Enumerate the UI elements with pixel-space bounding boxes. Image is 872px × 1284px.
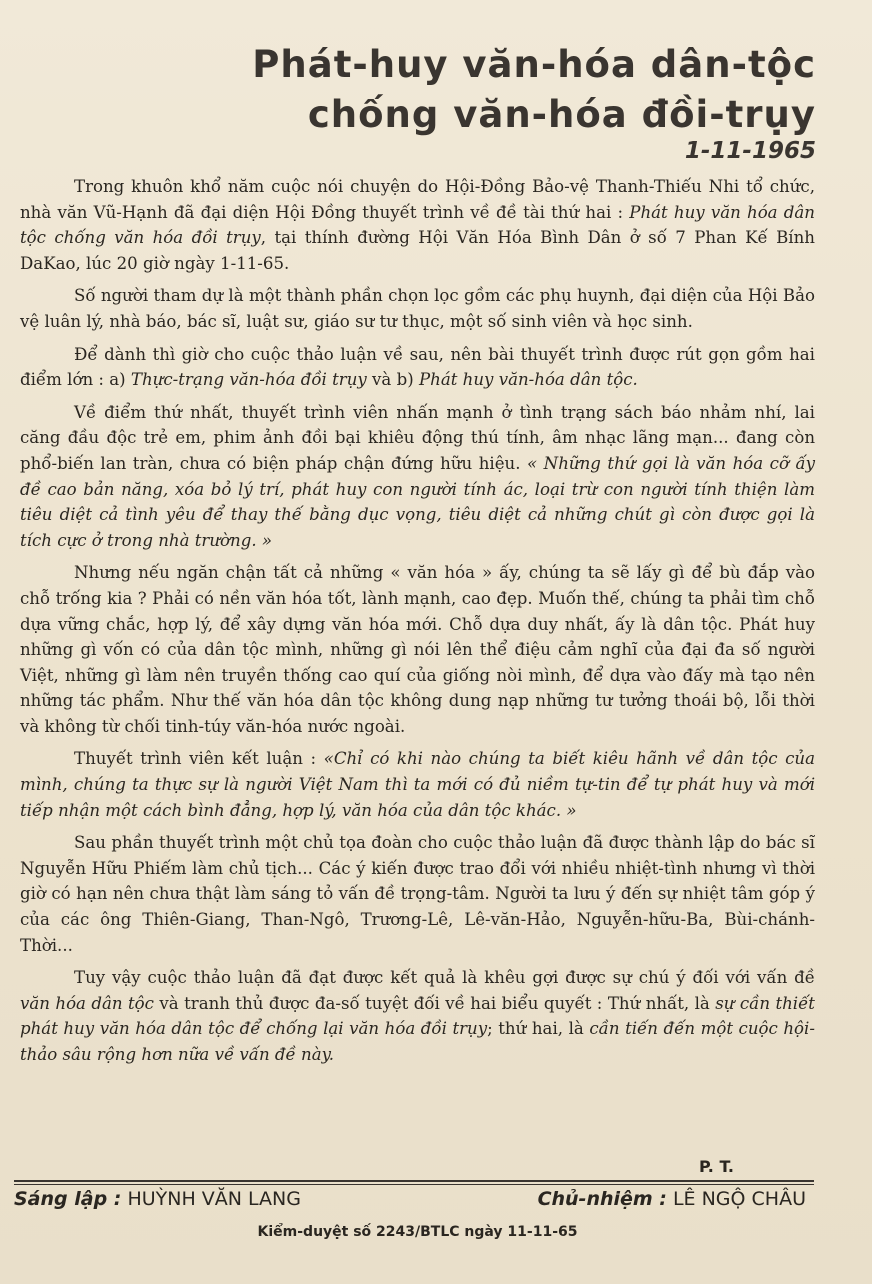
signature: P. T. bbox=[699, 1157, 734, 1176]
text: Để dành thì giờ cho cuộc thảo luận về sau, nên bài thuyết trình được rút gọn gồm hai điểm lớn : a) bbox=[20, 344, 815, 390]
italic-quote: « Những thứ gọi là văn hóa cỡ ấy đề cao bản năng, xóa bỏ lý trí, phát huy con người tính ác, loại trừ con người tính thiện làm tiêu diệt cả tình yêu để thay thế bằng dục vọng, tiêu diệt cả những chút gì còn được gọi là tích cực ở trong nhà trường. » bbox=[20, 453, 815, 550]
italic-quote: «Chỉ có khi nào chúng ta biết kiêu hãnh về dân tộc của mình, chúng ta thực sự là người Việt Nam thì ta mới có đủ niềm tự-tin để tự phát huy và mới tiếp nhận một cách bình đẳng, hợp lý, văn hóa của dân tộc khác. » bbox=[20, 749, 815, 820]
italic-text: văn hóa dân tộc bbox=[20, 993, 154, 1013]
title-line-1: Phát-huy văn-hóa dân-tộc bbox=[252, 43, 816, 86]
italic-text: Phát huy văn-hóa dân tộc. bbox=[418, 370, 638, 390]
article-date: 1-11-1965 bbox=[684, 138, 816, 164]
paragraph-6 bbox=[20, 746, 815, 823]
censorship-note: Kiểm-duyệt số 2243/BTLC ngày 11-11-65 bbox=[257, 1224, 578, 1240]
text: và tranh thủ được đa-số tuyệt đối về hai biểu quyết : Thứ nhất, là bbox=[153, 993, 716, 1013]
paragraph-2: Số người tham dự là một thành phần chọn lọc gồm các phụ huynh, đại diện của Hội Bảo vệ luân lý, nhà báo, bác sĩ, luật sư, giáo sư tư thục, một số sinh viên và học sinh. bbox=[20, 286, 815, 331]
text: Tuy vậy cuộc thảo luận đã đạt được kết quả là khêu gợi được sự chú ý đối với vấn đề bbox=[74, 968, 815, 988]
italic-text: cần tiến đến một cuộc hội-thảo sâu rộng hơn nữa về vấn đề này. bbox=[20, 1019, 815, 1064]
article-body bbox=[20, 174, 815, 1075]
founder-label: Sáng lập : bbox=[14, 1188, 122, 1210]
paragraph-3 bbox=[20, 342, 815, 393]
text: , tại thính đường Hội Văn Hóa Bình Dân ở số 7 Phan Kế Bính DaKao, lúc 20 giờ ngày 1-11-65. bbox=[20, 228, 815, 273]
text: và b) bbox=[366, 370, 419, 390]
article-title bbox=[252, 40, 816, 140]
paragraph-5: Nhưng nếu ngăn chận tất cả những « văn hóa » ấy, chúng ta sẽ lấy gì để bù đắp vào chỗ trống kia ? Phải có nền văn hóa tốt, lành mạnh, cao đẹp. Muốn thế, chúng ta phải tìm chỗ dựa vững chắc, hợp lý, để xây dựng văn hóa mới. Chỗ dựa duy nhất, ấy là dân tộc. Phát huy những gì vốn có của dân tộc mình, những gì nói lên thể điệu cảm nghĩ của đại đa số người Việt, những gì làm nên truyền thống cao quí của giống nòi mình, để dựa vào đấy mà tạo nên những tác phẩm. Như thế văn hóa dân tộc không dung nạp những tư tưởng thoái bộ, lỗi thời và không từ chối tinh-túy văn-hóa nước ngoài. bbox=[20, 563, 815, 736]
founder-credit bbox=[14, 1188, 301, 1210]
paragraph-1 bbox=[20, 174, 815, 276]
italic-text: Thực-trạng văn-hóa đồi trụy bbox=[130, 370, 367, 390]
footer-divider-thin bbox=[14, 1184, 814, 1185]
text: Trong khuôn khổ năm cuộc nói chuyện do Hội-Đồng Bảo-vệ Thanh-Thiếu Nhi tổ chức, nhà văn Vũ-Hạnh đã đại diện Hội Đồng thuyết trình về đề tài thứ hai : bbox=[20, 177, 815, 222]
paragraph-8 bbox=[20, 965, 815, 1067]
text: Về điểm thứ nhất, thuyết trình viên nhấn mạnh ở tình trạng sách báo nhảm nhí, lai căng đầu độc trẻ em, phim ảnh đồi bại khiêu động thú tính, âm nhạc lãng mạn... đang còn phổ-biến lan tràn, chưa có biện pháp chận đứng hữu hiệu. bbox=[20, 402, 815, 473]
paragraph-7: Sau phần thuyết trình một chủ tọa đoàn cho cuộc thảo luận đã được thành lập do bác sĩ Nguyễn Hữu Phiếm làm chủ tịch... Các ý kiến được trao đổi với nhiều nhiệt-tình nhưng vì thời giờ có hạn nên chưa thật làm sáng tỏ vấn đề trọng-tâm. Người ta lưu ý đến sự nhiệt tâm góp ý của các ông Thiên-Giang, Than-Ngô, Trương-Lê, Lê-văn-Hảo, Nguyễn-hữu-Ba, Bùi-chánh-Thời... bbox=[20, 833, 815, 955]
text: Thuyết trình viên kết luận : bbox=[74, 749, 324, 769]
footer-divider bbox=[14, 1180, 814, 1182]
director-name: LÊ NGỘ CHÂU bbox=[672, 1188, 806, 1210]
italic-text: sự cần thiết phát huy văn hóa dân tộc để chống lại văn hóa đồi trụy bbox=[20, 993, 815, 1039]
title-line-2: chống văn-hóa đồi-trụy bbox=[307, 93, 816, 136]
italic-text: Phát huy văn hóa dân tộc chống văn hóa đồi trụy bbox=[20, 202, 815, 248]
director-credit bbox=[538, 1188, 806, 1210]
director-label: Chủ-nhiệm : bbox=[537, 1188, 667, 1210]
text: ; thứ hai, là bbox=[487, 1019, 590, 1039]
paragraph-4 bbox=[20, 400, 815, 554]
founder-name: HUỲNH VĂN LANG bbox=[127, 1188, 301, 1210]
